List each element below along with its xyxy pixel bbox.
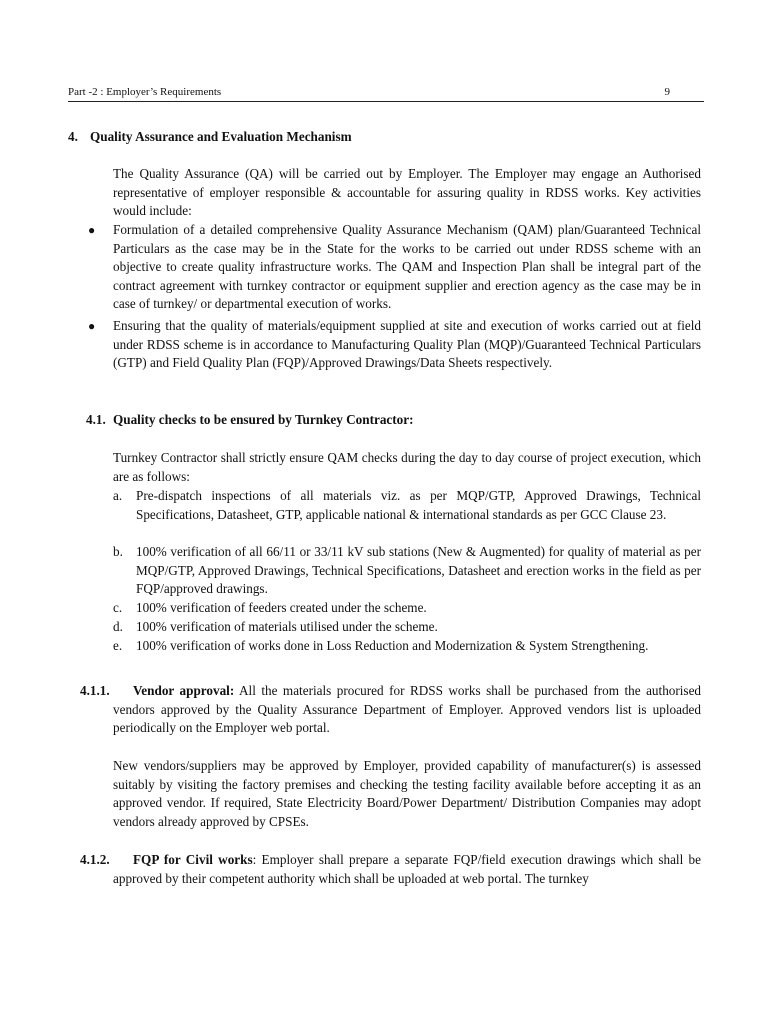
section-41-number: 4.1. bbox=[86, 412, 106, 427]
bullet-dot: ● bbox=[88, 223, 96, 237]
item-label-a: a. bbox=[113, 488, 123, 503]
item-label-d: d. bbox=[113, 619, 123, 634]
item-text-b: 100% verification of all 66/11 or 33/11 kV sub stations (New & Augmented) for quality of material as per MQP/GTP, Approved Drawings, Technical Specifications, Datasheet and erection works in the field as per FQP/approved drawings. bbox=[136, 544, 701, 597]
section-412-number: 4.1.2. bbox=[80, 852, 110, 867]
header-title: Part -2 : Employer’s Requirements bbox=[68, 86, 222, 98]
section-4-bullet-2: Ensuring that the quality of materials/equipment supplied at site and execution of works carried out at field under RDSS scheme is in accordance to Manufacturing Quality Plan (MQP)/Guaranteed Technical Particulars (GTP) and Field Quality Plan (FQP)/Approved Drawings/Data Sheets respectively. bbox=[113, 318, 701, 371]
section-412-text: : Employer shall prepare a separate FQP/field execution drawings which shall be approved by their competent authority which shall be uploaded at web portal. The turnkey bbox=[113, 852, 701, 886]
section-4-title: Quality Assurance and Evaluation Mechanism bbox=[90, 129, 352, 144]
section-411-number-wrap bbox=[80, 682, 110, 701]
page-number: 9 bbox=[664, 86, 670, 98]
section-4-number: 4. bbox=[68, 129, 78, 144]
section-41-title: Quality checks to be ensured by Turnkey Contractor: bbox=[113, 412, 414, 427]
item-label-c: c. bbox=[113, 600, 123, 615]
section-411-title: Vendor approval: bbox=[133, 683, 235, 698]
item-text-a: Pre-dispatch inspections of all materials viz. as per MQP/GTP, Approved Drawings, Technical Specifications, Datasheet, GTP, applicable national & international standards as per GCC Clause 23. bbox=[136, 488, 701, 522]
section-412-number-wrap bbox=[80, 851, 110, 870]
item-text-c: 100% verification of feeders created under the scheme. bbox=[136, 600, 427, 615]
section-4-intro: The Quality Assurance (QA) will be carried out by Employer. The Employer may engage an Authorised representative of employer responsible & accountable for assuring quality in RDSS works. Key activities would include: bbox=[113, 166, 701, 219]
section-412-title: FQP for Civil works bbox=[133, 852, 253, 867]
section-41-intro: Turnkey Contractor shall strictly ensure QAM checks during the day to day course of project execution, which are as follows: bbox=[113, 450, 701, 484]
section-4-title-wrap bbox=[90, 128, 352, 147]
section-41-number-wrap bbox=[86, 411, 106, 430]
section-411-para-1 bbox=[113, 682, 701, 738]
section-4-bullet-1: Formulation of a detailed comprehensive Quality Assurance Mechanism (QAM) plan/Guaranteed Technical Particulars as the case may be in the State for the works to be carried out under RDSS scheme with an objective to create quality infrastructure works. The QAM and Inspection Plan shall be integral part of the contract agreement with turnkey contractor or equipment supplier and erection agency as the case may be in case of turnkey/ or departmental execution of works. bbox=[113, 222, 701, 312]
section-411-para-2: New vendors/suppliers may be approved by Employer, provided capability of manufacturer(s) is assessed suitably by visiting the factory premises and checking the testing facility available before accepting it as an approved vendor. If required, State Electricity Board/Power Department/ Distribution Companies may adopt vendors already approved by CPSEs. bbox=[113, 758, 701, 829]
section-411-number: 4.1.1. bbox=[80, 683, 110, 698]
section-41-title-wrap bbox=[113, 411, 414, 430]
section-412-para bbox=[113, 851, 701, 888]
bullet-dot: ● bbox=[88, 319, 96, 333]
section-411-text: All the materials procured for RDSS works shall be purchased from the authorised vendors approved by the Quality Assurance Department of Employer. Approved vendors list is uploaded periodically on the Employer web portal. bbox=[113, 683, 702, 736]
page-header bbox=[68, 86, 704, 102]
section-4-heading bbox=[68, 128, 78, 147]
item-text-d: 100% verification of materials utilised under the scheme. bbox=[136, 619, 438, 634]
item-label-e: e. bbox=[113, 638, 123, 653]
item-label-b: b. bbox=[113, 544, 123, 559]
item-text-e: 100% verification of works done in Loss Reduction and Modernization & System Strengthening. bbox=[136, 638, 649, 653]
